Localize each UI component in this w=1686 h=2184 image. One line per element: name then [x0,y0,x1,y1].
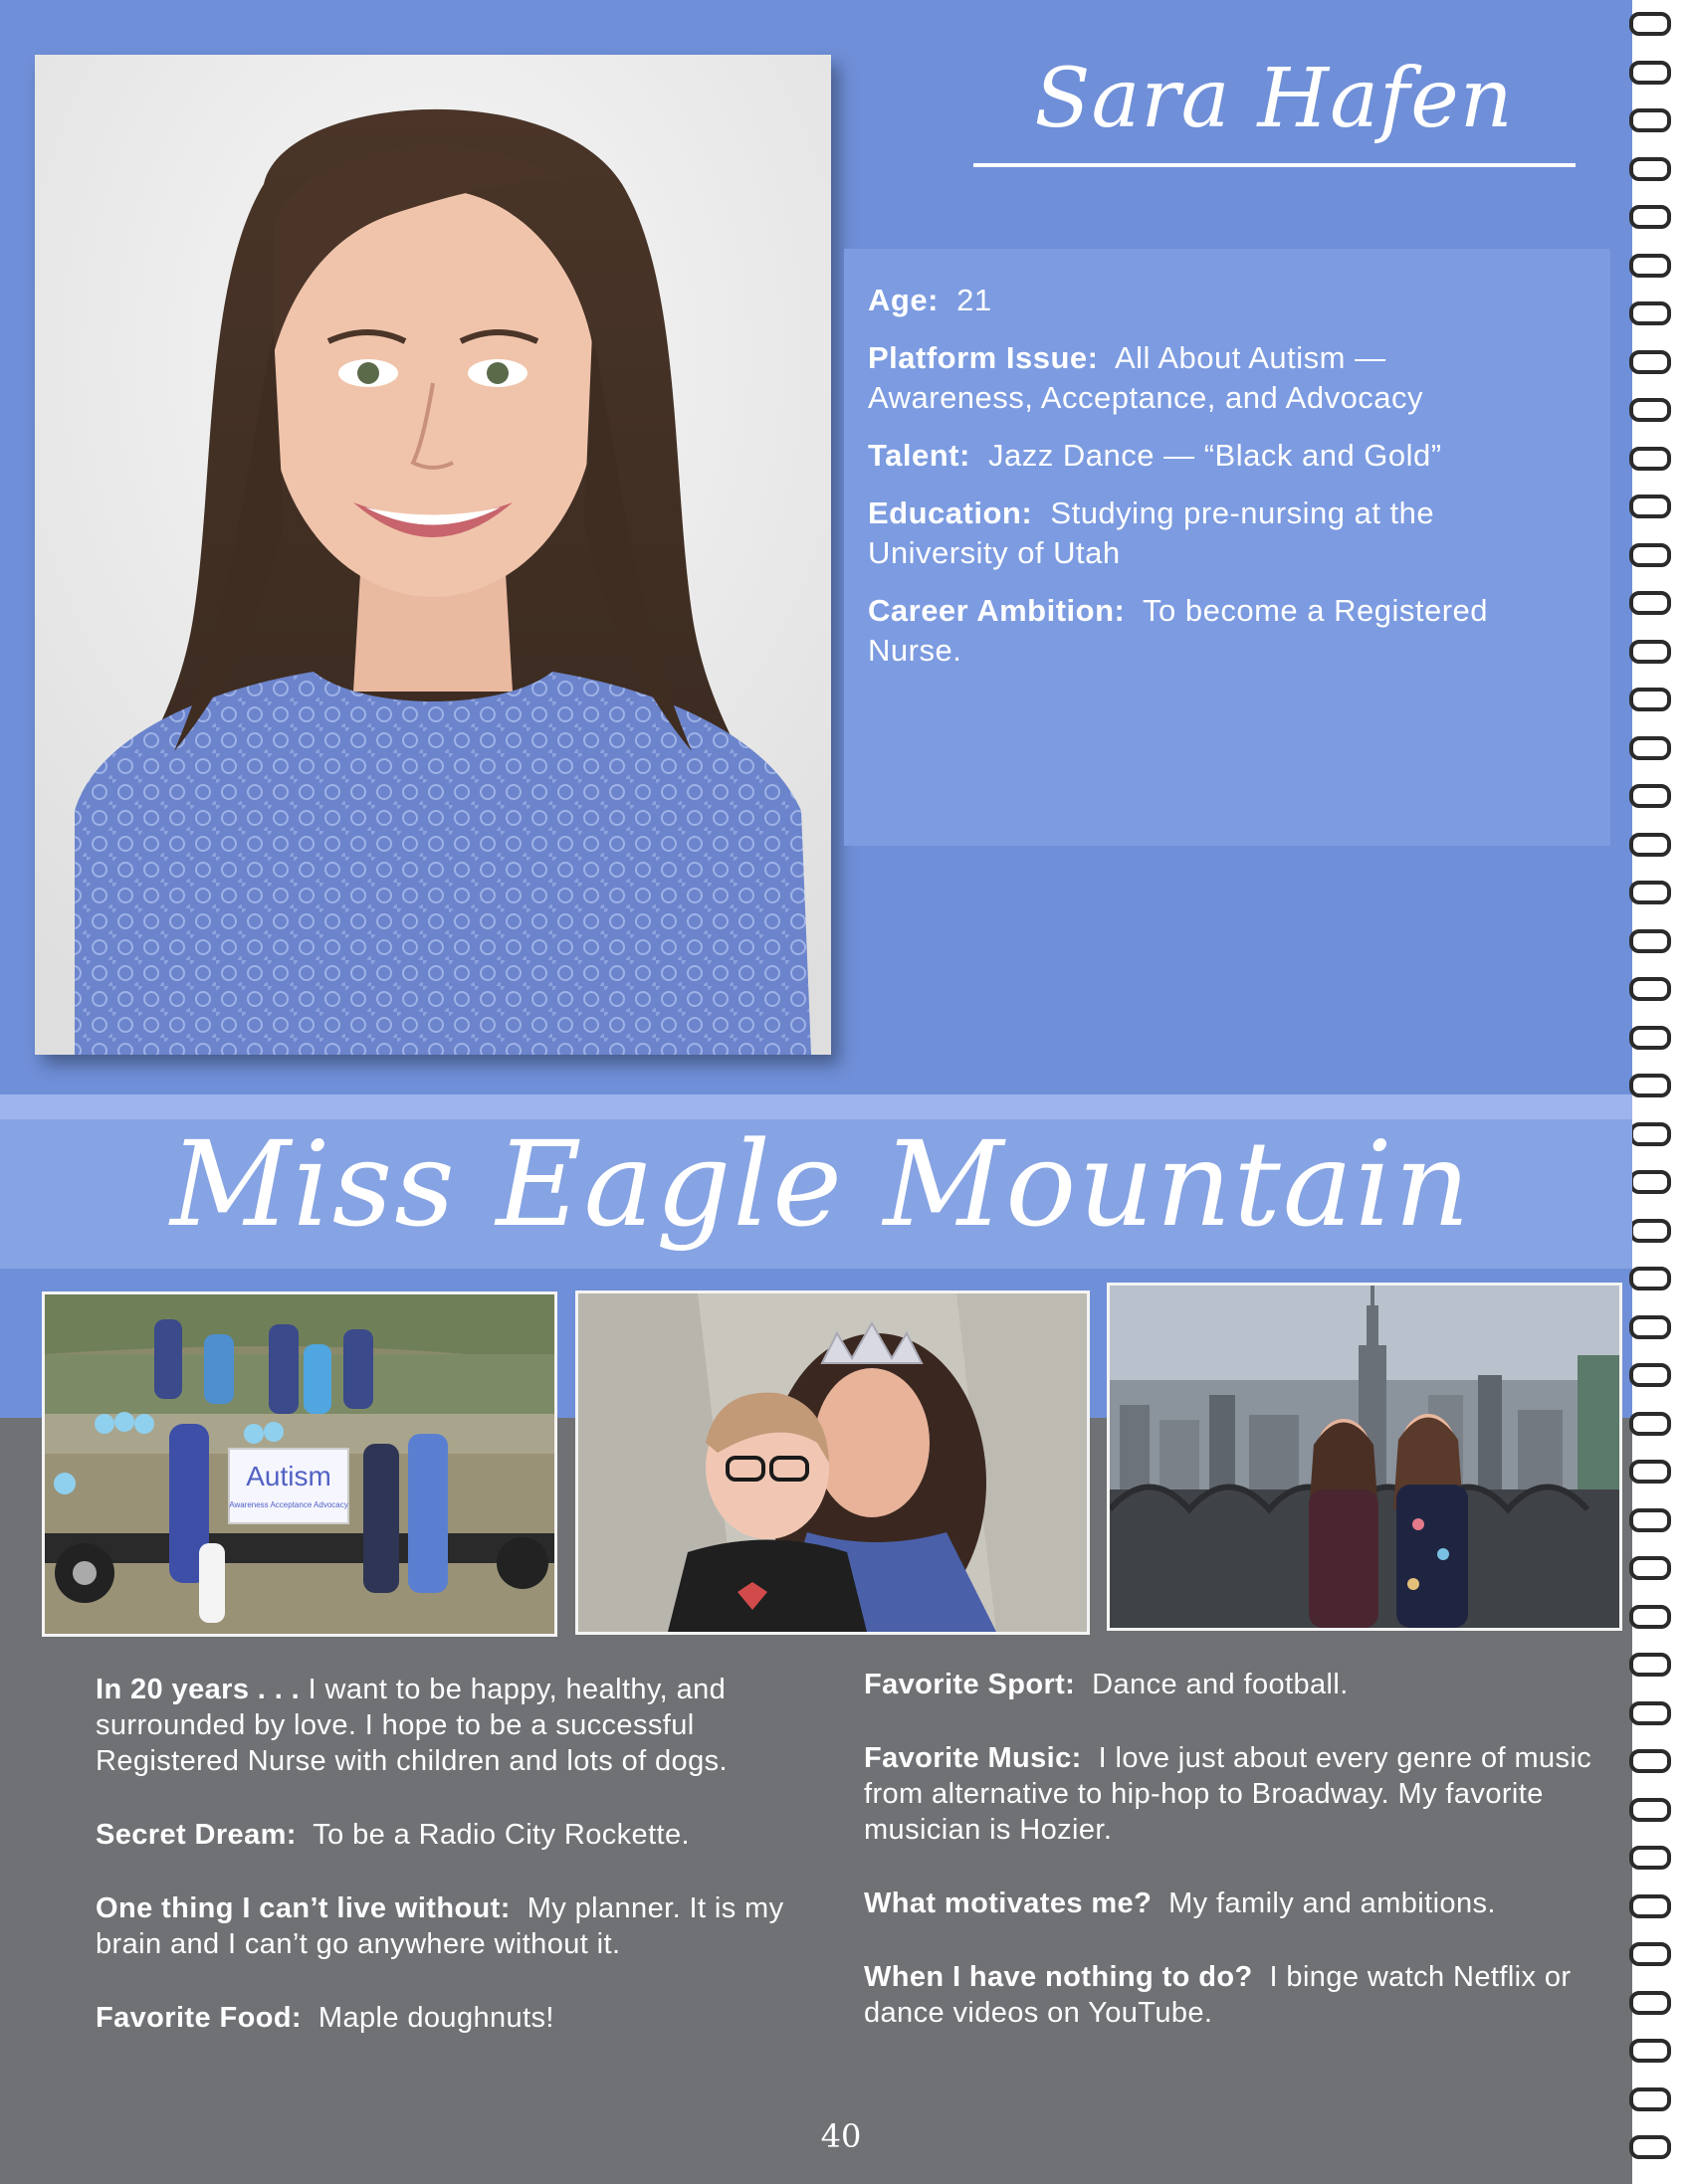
photo-parade-group [42,1291,557,1637]
fact-age: Age: 21 [868,283,992,317]
binding-ring [1629,205,1671,229]
binding-ring [1629,640,1671,664]
fact-list [868,281,1545,689]
binding-ring [1629,1315,1671,1339]
binding-ring [1629,2039,1671,2063]
binding-ring [1629,2087,1671,2111]
photo-city-skyline [1107,1283,1622,1631]
title-text: Miss Eagle Mountain [170,1115,1472,1253]
binding-ring [1629,881,1671,904]
sign-subtext: Awareness Acceptance Advocacy [229,1500,348,1509]
contestant-name: Sara Hafen [1034,52,1514,146]
binding-ring [1629,977,1671,1001]
binding-ring [1629,1074,1671,1097]
binding-ring [1629,1363,1671,1387]
binding-ring [1629,591,1671,615]
binding-ring [1629,736,1671,760]
binding-ring [1629,1556,1671,1580]
qa-in-20-years: In 20 years . . . I want to be happy, healthy, and surrounded by love. I hope to be a successful Registered Nurse with children and lots of dogs. [96,1674,728,1777]
binding-ring [1629,1701,1671,1725]
binding-ring [1629,833,1671,857]
binding-ring [1629,1219,1671,1243]
page-number: 40 [820,2117,862,2155]
binding-ring [1629,1122,1671,1146]
fact-education: Education: Studying pre-nursing at the University of Utah [868,496,1435,570]
binding-ring [1629,1894,1671,1918]
binding-ring [1629,1267,1671,1291]
binding-ring [1629,1798,1671,1822]
binding-ring [1629,301,1671,325]
binding-ring [1629,1749,1671,1773]
qa-secret-dream: Secret Dream: To be a Radio City Rockette. [96,1819,690,1851]
binding-ring [1629,447,1671,471]
qa-favorite-food: Favorite Food: Maple doughnuts! [96,2002,554,2034]
left-column [96,1672,832,2074]
binding-ring [1629,108,1671,132]
binding-ring [1629,2135,1671,2159]
qa-motivation: What motivates me? My family and ambitions. [864,1887,1496,1919]
binding-ring [1629,495,1671,518]
binding-ring [1629,1605,1671,1629]
binding-ring [1629,1508,1671,1532]
name-underline [973,163,1576,167]
binding-ring [1629,1942,1671,1966]
binding-ring [1629,543,1671,567]
qa-favorite-sport: Favorite Sport: Dance and football. [864,1669,1349,1700]
binding-ring [1629,254,1671,278]
sign-text: Autism [246,1461,331,1491]
binding-ring [1629,1991,1671,2015]
portrait-photo [35,55,831,1055]
binding-ring [1629,1653,1671,1677]
binding-ring [1629,1026,1671,1050]
binding-ring [1629,61,1671,85]
right-column [864,1667,1600,2069]
skyline-illustration [1110,1286,1619,1628]
parade-illustration [45,1294,554,1634]
binding-ring [1629,12,1671,36]
qa-nothing-to-do: When I have nothing to do? I binge watch Netflix or dance videos on YouTube. [864,1961,1572,2029]
qa-favorite-music: Favorite Music: I love just about every genre of music from alternative to hip-hop to Broadway. My favorite musician is Hozier. [864,1742,1592,1846]
binding-ring [1629,688,1671,711]
fact-talent: Talent: Jazz Dance — “Black and Gold” [868,438,1442,473]
binding-ring [1629,157,1671,181]
photo-crown-hug [575,1291,1090,1635]
crown-hug-illustration [578,1293,1087,1632]
binding-ring [1629,1460,1671,1484]
binding-ring [1629,784,1671,808]
qa-cant-live-without: One thing I can’t live without: My planner. It is my brain and I can’t go anywhere without it. [96,1892,784,1960]
binding-ring [1629,1412,1671,1436]
binding-ring [1629,1170,1671,1194]
binding-ring [1629,929,1671,953]
binding-ring [1629,398,1671,422]
portrait-illustration [35,55,831,1055]
binding-ring [1629,1846,1671,1870]
binding-ring [1629,350,1671,374]
fact-platform: Platform Issue: All About Autism — Awareness, Acceptance, and Advocacy [868,340,1424,415]
fact-career: Career Ambition: To become a Registered Nurse. [868,593,1489,668]
